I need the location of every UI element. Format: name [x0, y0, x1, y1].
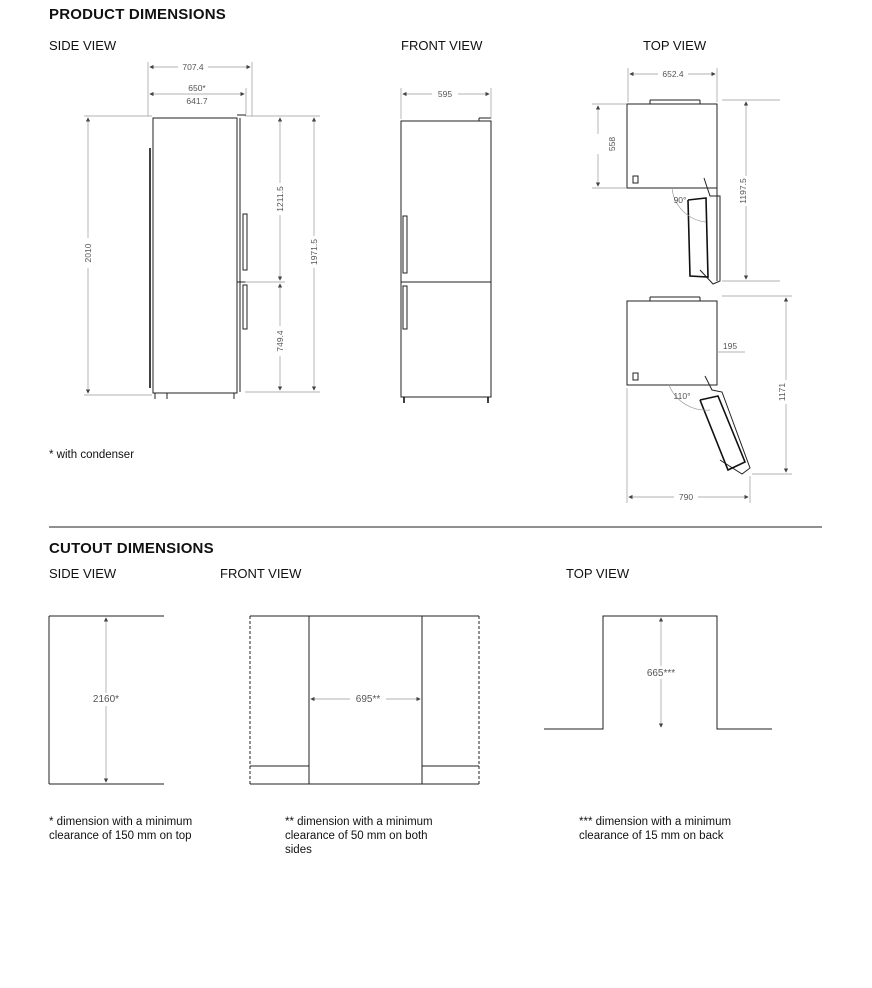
- cutout-side-view-label: SIDE VIEW: [49, 566, 117, 581]
- product-top-view-label: TOP VIEW: [643, 38, 707, 53]
- top-view-90-drawing: [592, 68, 780, 284]
- product-front-view-label: FRONT VIEW: [401, 38, 483, 53]
- top-angle-90: 90°: [673, 195, 687, 205]
- side-depth-overall: 707.4: [182, 62, 204, 72]
- cutout-top-drawing: [544, 616, 772, 729]
- front-width: 595: [437, 89, 453, 99]
- cutout-note-back: *** dimension with a minimum clearance of 15 mm on back: [579, 816, 732, 842]
- side-view-drawing: [82, 61, 320, 399]
- cutout-depth: 665***: [646, 668, 676, 679]
- top-depth-open-110: 1171: [777, 382, 787, 402]
- side-depth-condenser: 650*: [188, 83, 206, 93]
- front-view-drawing: [401, 88, 491, 403]
- side-height-lower: 749.4: [275, 330, 285, 352]
- top-width: 652.4: [662, 69, 684, 79]
- cutout-note-sides: ** dimension with a minimum clearance of 50 mm on both sides: [285, 816, 433, 856]
- cutout-front-view-label: FRONT VIEW: [220, 566, 302, 581]
- side-height-total: 2010: [83, 243, 93, 263]
- condenser-footnote: * with condenser: [49, 449, 135, 461]
- top-width-open-110: 790: [678, 492, 694, 502]
- side-depth-body: 641.7: [186, 96, 208, 106]
- side-height-body: 1971.5: [309, 239, 319, 265]
- top-door-offset: 195: [722, 341, 738, 351]
- top-depth-open-90: 1197.5: [738, 178, 748, 204]
- cutout-top-view-label: TOP VIEW: [566, 566, 630, 581]
- cutout-side-drawing: [49, 616, 164, 784]
- cutout-note-top: * dimension with a minimum clearance of 150 mm on top: [49, 816, 193, 842]
- cutout-front-drawing: [250, 616, 479, 784]
- cutout-height: 2160*: [92, 694, 120, 705]
- top-depth: 558: [607, 136, 617, 152]
- product-side-view-label: SIDE VIEW: [49, 38, 117, 53]
- cutout-width: 695**: [355, 694, 381, 705]
- top-angle-110: 110°: [673, 391, 691, 401]
- cutout-dimensions-title: CUTOUT DIMENSIONS: [49, 540, 214, 557]
- top-view-110-drawing: [627, 296, 792, 503]
- side-height-upper: 1211.5: [275, 186, 285, 212]
- product-dimensions-title: PRODUCT DIMENSIONS: [49, 6, 226, 23]
